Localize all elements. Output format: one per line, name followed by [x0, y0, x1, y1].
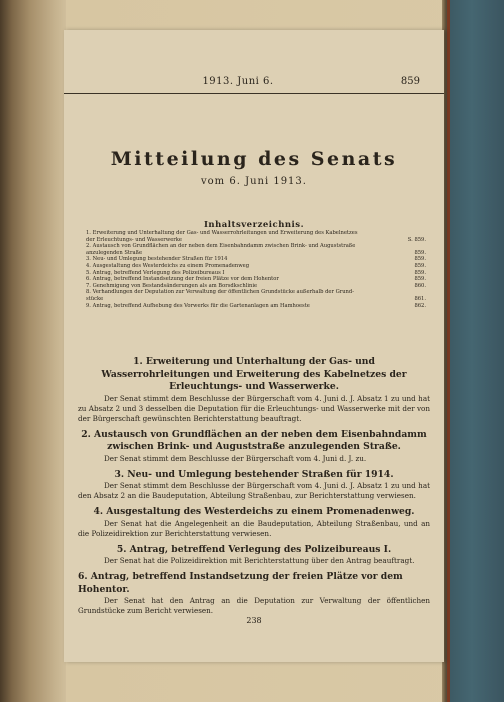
section — [78, 356, 430, 424]
section — [78, 506, 430, 539]
section-body: Der Senat stimmt dem Beschlusse der Bürgerschaft vom 4. Juni d. J. Absatz 1 zu und hat den Absatz 2 an die Baudeputation, Abteilung Straßenbau, zur Berichterstattung verwiesen. — [78, 481, 430, 500]
toc-line-text: 7. Genehmigung von Bestandsänderungen als am Borsdkschlinie — [86, 282, 258, 289]
toc-line — [86, 276, 426, 283]
document-title: Mitteilung des Senats — [110, 148, 398, 170]
toc-line-page: 859. — [414, 256, 426, 263]
cover-binding-stripe — [447, 0, 450, 702]
toc-line — [86, 243, 426, 250]
toc-line-text: 6. Antrag, betreffend Instandsetzung der freien Plätze vor dem Hohentor — [86, 276, 279, 283]
section-body: Der Senat hat die Polizeidirektion mit Berichterstattung über den Antrag beauftragt. — [104, 556, 415, 565]
toc-line — [86, 296, 426, 303]
toc-line-page: 859. — [414, 249, 426, 256]
header-page-number: 859 — [400, 76, 420, 87]
section-heading: 5. Antrag, betreffend Verlegung des Polizeibureaus I. — [116, 543, 392, 555]
toc-line-page: 859. — [414, 269, 426, 276]
section-heading: 2. Austausch von Grundflächen an der neben dem Eisenbahndamm zwischen Brink- und Auguststraße anzulegenden Straße. — [81, 428, 427, 452]
toc-line-text: 5. Antrag, betreffend Verlegung des Polizeibureaus I — [86, 269, 225, 276]
toc-line-text: 1. Erweiterung und Unterhaltung der Gas- und Wasserrohrleitungen und Erweiterung des Kabelnetzes — [86, 230, 358, 236]
footer-page-number: 238 — [246, 616, 262, 625]
section-heading: 3. Neu- und Umlegung bestehender Straßen für 1914. — [114, 468, 394, 480]
table-of-contents — [86, 230, 426, 309]
left-page-edge — [0, 0, 66, 702]
section — [78, 429, 430, 464]
toc-line-text: stücke — [86, 295, 104, 302]
toc-line — [86, 270, 426, 277]
running-head — [64, 76, 444, 90]
toc-line — [86, 230, 426, 237]
toc-line-text: 4. Ausgestaltung des Westerdeichs zu einem Promenadenweg — [86, 262, 250, 269]
toc-heading: Inhaltsverzeichnis. — [203, 220, 305, 230]
section-body: Der Senat hat den Antrag an die Deputation zur Verwaltung der öffentlichen Grundstücke zum Bericht verwiesen. — [78, 596, 430, 615]
toc-line-page: S. 859. — [407, 236, 426, 243]
toc-line — [86, 263, 426, 270]
section-heading: 1. Erweiterung und Unterhaltung der Gas- und Wasserrohrleitungen und Erweiterung des Kabelnetzes der Erleuchtungs- und Wasserwerke. — [101, 356, 407, 392]
section-body: Der Senat stimmt dem Beschlusse der Bürgerschaft vom 4. Juni d. J. zu. — [104, 453, 367, 463]
section — [78, 544, 430, 567]
book-cover-edge — [442, 0, 504, 702]
toc-line — [86, 256, 426, 263]
page-content — [64, 30, 444, 662]
section-heading: 4. Ausgestaltung des Westerdeichs zu einem Promenadenweg. — [93, 506, 415, 517]
section-heading: 6. Antrag, betreffend Instandsetzung der freien Plätze vor dem Hohentor. — [78, 571, 403, 595]
toc-line-text: 2. Austausch von Grundflächen an der neben dem Eisenbahndamm zwischen Brink- und Auguststraße — [86, 243, 356, 250]
header-date: 1913. Juni 6. — [202, 76, 274, 87]
section-body: Der Senat stimmt dem Beschlusse der Bürgerschaft vom 4. Juni d. J. Absatz 1 zu und hat zu Absatz 2 und 3 desselben die Deputation für die Erleuchtungs- und Wasserwerke mit der von der Bürgerschaft gewünschten Berichterstattung beauftragt. — [78, 393, 430, 423]
section — [78, 469, 430, 502]
toc-line-page: 859. — [414, 262, 426, 269]
toc-line-page: 859. — [414, 276, 426, 283]
toc-line — [86, 283, 426, 290]
toc-line-text: 8. Verhandlungen der Deputation zur Verwaltung der öffentlichen Grundstücke außerhalb der Grund- — [86, 289, 354, 296]
toc-line-text: anzulegenden Straße — [86, 249, 143, 256]
toc-line-page: 861. — [414, 295, 426, 302]
toc-line-page: 860. — [414, 282, 426, 289]
toc-line — [86, 303, 426, 310]
header-rule — [64, 93, 444, 94]
toc-line — [86, 237, 426, 244]
section-body: Der Senat hat die Angelegenheit an die Baudeputation, Abteilung Straßenbau, und an die Polizeidirektion zur Berichterstattung verwiesen. — [78, 518, 430, 538]
toc-line-text: 3. Neu- und Umlegung bestehender Straßen für 1914 — [86, 256, 228, 263]
toc-line — [86, 250, 426, 257]
toc-line-page: 862. — [414, 302, 426, 309]
toc-line-text: der Erleuchtungs- und Wasserwerke — [86, 236, 182, 243]
sections — [78, 356, 430, 621]
document-subtitle: vom 6. Juni 1913. — [201, 176, 307, 187]
toc-line-text: 9. Antrag, betreffend Aufhebung des Vorwerks für die Gartenanlagen am Hamhoeste — [86, 302, 310, 309]
section — [78, 571, 430, 616]
toc-line — [86, 289, 426, 296]
